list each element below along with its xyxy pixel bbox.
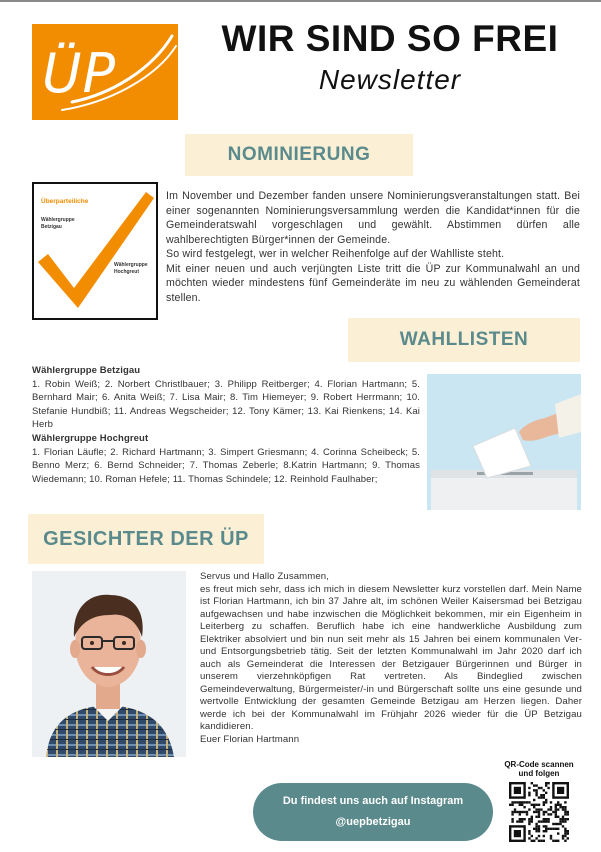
- portrait-florian-hartmann: [32, 571, 186, 757]
- instagram-line: Du findest uns auch auf Instagram: [282, 795, 464, 807]
- qr-code-icon[interactable]: [509, 782, 569, 842]
- introduction-text: es freut mich sehr, dass ich mich in diesem Newsletter kurz vorstellen darf. Mein Name ist Florian Hartmann, ich bin 37 Jahre alt, im schönen Weiler Kaisersmad bei Betzigau aufgewachsen und habe inzwischen die Möglichkeit bekommen, mir ein Eigenheim in Leiterberg zu schaffen. Beruflich habe ich eine handwerkliche Ausbildung zum Elektriker absolviert und bin nun seit mehr als 15 Jahren bei einem kommunalen Ver- und Entsorgungsbetrieb tätig. Seit der letzten Kommunalwahl im Jahr 2020 darf ich auch als Gemeinderat die Interessen der Betzigauer Bürgerinnen und Bürger in unserem vierzehnköpfigen Rat vertreten. Als Bindeglied zwischen Gemeindeverwaltung, Bürgermeister/-in und Bürgerschaft sollte uns eine gesunde und wertvolle Entwicklung der gesamten Gemeinde Betzigau am Herzen liegen. Daher werde ich bei der Kommunalwahl im Frühjahr 2026 wieder für die ÜP Betzigau kandidieren.: [200, 583, 582, 732]
- list-hochgreut: 1. Florian Läufle; 2. Richard Hartmann; 3. Simpert Griesmann; 4. Corinna Scheibeck; 5. Benno Merz; 6. Bernd Schneider; 7. Thomas Zeberle; 8.Katrin Hartmann; 9. Thomas Wiedemann; 10. Roman Hefele; 11. Thomas Schindele; 12. Reinhold Faulhaber;: [32, 446, 420, 485]
- qr-label: QR-Code scannen und folgen: [504, 760, 574, 778]
- list-betzigau: 1. Robin Weiß; 2. Norbert Christlbauer; 3. Philipp Reitberger; 4. Florian Hartmann; 5. Bernhard Mair; 6. Anita Weiß; 7. Lisa Mair; 8. Tim Hiemeyer; 9. Robert Herrmann; 10. Stefanie Hundbiß; 11. Andreas Wegscheider; 12. Tony Kämer; 13. Kai Rienkens; 14. Kai Herb: [32, 378, 420, 431]
- instagram-banner[interactable]: [253, 783, 493, 841]
- section-heading-nominierung: NOMINIERUNG: [185, 134, 413, 176]
- newsletter-subtitle: Newsletter: [318, 64, 462, 95]
- ballot-box-illustration: [427, 374, 581, 510]
- top-rule: [0, 0, 601, 2]
- image-title: Überparteiliche: [41, 198, 89, 205]
- nominierung-text: [166, 189, 580, 305]
- signature: Euer Florian Hartmann: [200, 733, 300, 745]
- group-title-hochgreut: Wählergruppe Hochgreut: [32, 432, 149, 444]
- ballot-box-photo: [427, 374, 581, 510]
- group-title-betzigau: Wählergruppe Betzigau: [32, 365, 141, 376]
- wahllisten-block: [32, 364, 420, 486]
- section-heading-wahllisten: WAHLLISTEN: [348, 318, 580, 362]
- image-group-betzigau: Wählergruppe Betzigau: [41, 217, 75, 230]
- logo-text: ÜP: [42, 42, 117, 105]
- greeting: Servus und Hallo Zusammen,: [200, 571, 329, 582]
- nominierung-paragraph: So wird festgelegt, wer in welcher Reihenfolge auf der Wahlliste steht.: [166, 248, 505, 260]
- uep-logo: [32, 24, 178, 120]
- image-group-hochgreut: Wählergruppe Hochgreut: [114, 262, 148, 275]
- section-heading-gesichter: GESICHTER DER ÜP: [28, 514, 264, 564]
- nominierung-checkmark-image: [32, 182, 158, 320]
- nominierung-paragraph: Mit einer neuen und auch verjüngten Liste tritt die ÜP zur Kommunalwahl an und möchten wieder mindestens fünf Gemeinderäte im neu zu wählenden Gemeinderat stellen.: [166, 262, 580, 304]
- newsletter-title: WIR SIND SO FREI: [221, 18, 559, 59]
- nominierung-paragraph: Im November und Dezember fanden unsere Nominierungsveranstaltungen statt. Bei einer sogenannten Nominierungsversammlung werden die Kandidat*innen für die Gemeinderatswahl vorgeschlagen und gewählt. Abstimmen dürfen alle wahlberechtigten Bürger*innen der Gemeinde.: [166, 190, 580, 246]
- gesichter-text: [200, 571, 582, 746]
- portrait-illustration: [32, 571, 186, 757]
- instagram-handle[interactable]: @uepbetzigau: [335, 816, 411, 828]
